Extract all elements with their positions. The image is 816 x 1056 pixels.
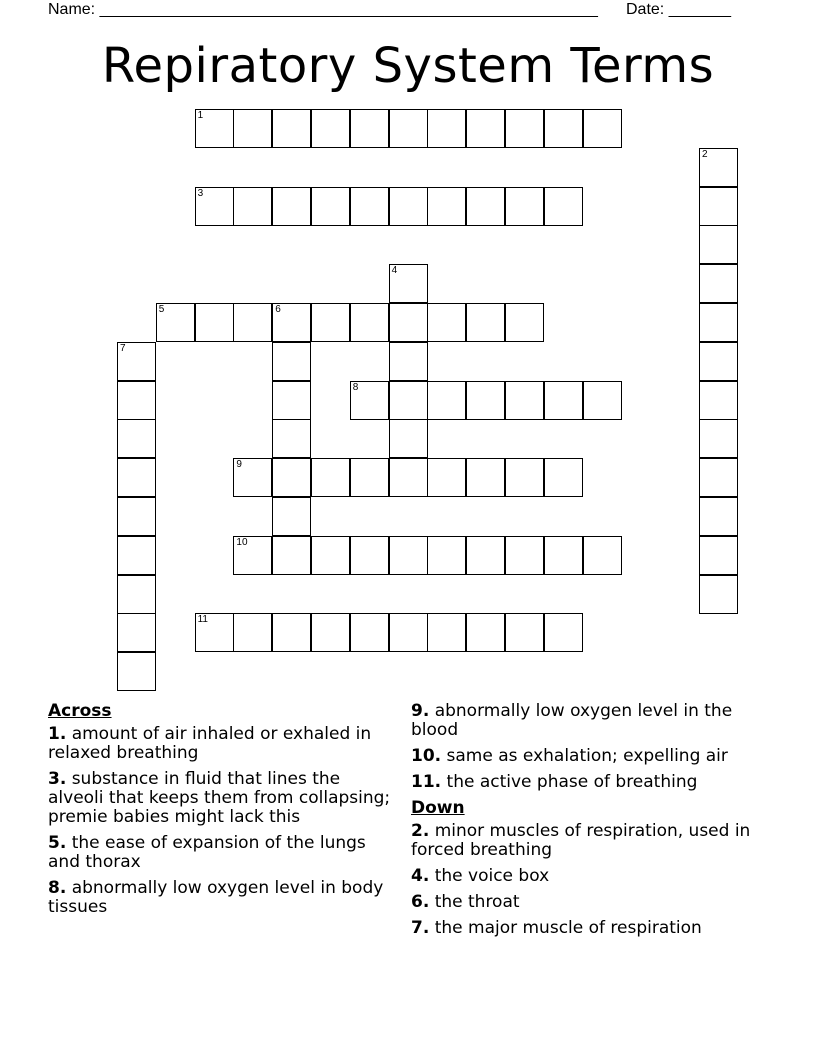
across-heading: Across [48,701,112,721]
crossword-cell[interactable] [350,303,389,342]
crossword-cell[interactable] [505,109,544,148]
crossword-cell[interactable] [233,458,272,497]
clues-column-left [48,702,393,924]
name-field-label: Name: ________________________________________________________ [48,1,598,18]
crossword-cell[interactable] [389,458,428,497]
crossword-cell[interactable] [233,109,272,148]
clue-number: 3. [48,769,67,789]
clue-across-5 [48,834,393,872]
crossword-cell[interactable] [699,264,738,303]
crossword-cell[interactable] [583,109,622,148]
crossword-cell[interactable] [117,536,156,575]
crossword-cell[interactable] [272,458,311,497]
crossword-cell[interactable] [466,187,505,226]
clue-down-2 [411,822,771,860]
clue-across-9 [411,702,771,740]
cell-number: 4 [391,265,398,277]
clue-text: abnormally low oxygen level in body tissues [48,878,384,917]
clue-across-10 [411,747,771,766]
crossword-cell[interactable] [117,342,156,381]
cell-number: 10 [236,536,248,548]
clue-down-6 [411,893,771,912]
crossword-cell[interactable] [544,187,583,226]
clue-number: 11. [411,772,442,792]
cell-number: 2 [702,148,708,160]
crossword-cell[interactable] [117,575,156,614]
crossword-cell[interactable] [583,536,622,575]
crossword-cell[interactable] [466,303,505,342]
crossword-cell[interactable] [427,613,466,652]
crossword-cell[interactable] [544,613,583,652]
clue-number: 5. [48,833,67,853]
crossword-cell[interactable] [544,458,583,497]
crossword-cell[interactable] [699,303,738,342]
crossword-cell[interactable] [699,148,738,187]
crossword-cell[interactable] [389,342,428,381]
crossword-cell[interactable] [272,187,311,226]
crossword-cell[interactable] [389,419,428,458]
crossword-cell[interactable] [272,303,311,342]
crossword-cell[interactable] [233,536,272,575]
crossword-cell[interactable] [389,264,428,303]
cell-number: 11 [197,614,208,626]
crossword-cell[interactable] [466,536,505,575]
crossword-cell[interactable] [389,303,428,342]
crossword-cell[interactable] [466,109,505,148]
clues-column-right [411,702,771,945]
crossword-cell[interactable] [699,536,738,575]
crossword-cell[interactable] [311,613,350,652]
clue-text: the throat [429,892,520,912]
crossword-cell[interactable] [117,381,156,420]
crossword-cell[interactable] [699,419,738,458]
crossword-cell[interactable] [311,187,350,226]
clue-down-4 [411,867,771,886]
crossword-cell[interactable] [699,187,738,226]
clue-number: 10. [411,746,442,766]
clue-text: the major muscle of respiration [429,918,702,938]
clue-text: substance in fluid that lines the alveoli that keeps them from collapsing; premie babies might lack this [48,769,391,827]
cell-number: 3 [197,187,204,199]
crossword-cell[interactable] [311,458,350,497]
crossword-cell[interactable] [117,458,156,497]
clue-text: minor muscles of respiration, used in forced breathing [411,821,751,860]
crossword-cell[interactable] [233,187,272,226]
crossword-cell[interactable] [350,458,389,497]
crossword-cell[interactable] [427,536,466,575]
crossword-cell[interactable] [117,419,156,458]
crossword-cell[interactable] [466,381,505,420]
clue-text: amount of air inhaled or exhaled in relaxed breathing [48,724,372,763]
crossword-cell[interactable] [389,109,428,148]
page-title: Repiratory System Terms [101,38,715,94]
cell-number: 5 [158,304,165,315]
crossword-cell[interactable] [350,187,389,226]
clue-across-3 [48,770,393,827]
crossword-cell[interactable] [544,536,583,575]
crossword-cell[interactable] [699,225,738,264]
clue-number: 6. [411,892,430,912]
clue-number: 8. [48,878,67,898]
crossword-cell[interactable] [272,497,311,536]
crossword-cell[interactable] [505,303,544,342]
crossword-cell[interactable] [117,497,156,536]
clue-across-11 [411,773,771,792]
date-field-label: Date: _______ [626,1,731,18]
clue-down-7 [411,919,771,938]
crossword-cell[interactable] [272,536,311,575]
crossword-cell[interactable] [699,458,738,497]
crossword-cell[interactable] [427,303,466,342]
crossword-cell[interactable] [117,652,156,691]
crossword-cell[interactable] [505,187,544,226]
crossword-cell[interactable] [195,187,234,226]
crossword-cell[interactable] [466,613,505,652]
clue-number: 9. [411,701,430,721]
clue-number: 1. [48,724,67,744]
clue-text: abnormally low oxygen level in the blood [411,701,733,740]
crossword-cell[interactable] [350,536,389,575]
crossword-cell[interactable] [311,109,350,148]
crossword-cell[interactable] [350,381,389,420]
crossword-cell[interactable] [427,187,466,226]
crossword-cell[interactable] [427,458,466,497]
crossword-cell[interactable] [427,109,466,148]
crossword-cell[interactable] [389,613,428,652]
crossword-cell[interactable] [195,613,234,652]
crossword-cell[interactable] [350,109,389,148]
clue-text: the voice box [429,866,550,886]
clue-number: 4. [411,866,430,886]
crossword-cell[interactable] [505,458,544,497]
crossword-cell[interactable] [272,109,311,148]
crossword-cell[interactable] [389,381,428,420]
crossword-cell[interactable] [272,419,311,458]
clue-text: the active phase of breathing [441,772,698,792]
crossword-cell[interactable] [117,613,156,652]
crossword-cell[interactable] [195,303,234,342]
clue-number: 2. [411,821,430,841]
crossword-cell[interactable] [466,458,505,497]
crossword-cell[interactable] [233,613,272,652]
clue-text: the ease of expansion of the lungs and thorax [48,833,366,872]
cell-number: 1 [197,110,204,121]
crossword-cell[interactable] [505,381,544,420]
crossword-cell[interactable] [699,575,738,614]
crossword-cell[interactable] [583,381,622,420]
crossword-cell[interactable] [272,613,311,652]
clue-across-1 [48,725,393,763]
crossword-cell[interactable] [272,381,311,420]
crossword-cell[interactable] [272,342,311,381]
crossword-cell[interactable] [544,109,583,148]
clue-text: same as exhalation; expelling air [441,746,728,766]
crossword-cell[interactable] [505,613,544,652]
crossword-cell[interactable] [195,109,234,148]
crossword-cell[interactable] [505,536,544,575]
crossword-cell[interactable] [350,613,389,652]
crossword-cell[interactable] [699,497,738,536]
cell-number: 6 [275,304,281,315]
cell-number: 8 [352,381,359,393]
crossword-cell[interactable] [311,303,350,342]
clue-number: 7. [411,918,430,938]
crossword-cell[interactable] [156,303,195,342]
crossword-cell[interactable] [389,536,428,575]
clue-across-8 [48,879,393,917]
crossword-cell[interactable] [699,381,738,420]
cell-number: 7 [120,342,126,354]
down-heading: Down [411,798,465,818]
crossword-cell[interactable] [544,381,583,420]
crossword-cell[interactable] [311,536,350,575]
crossword-cell[interactable] [699,342,738,381]
crossword-cell[interactable] [427,381,466,420]
crossword-cell[interactable] [233,303,272,342]
cell-number: 9 [236,459,242,471]
crossword-cell[interactable] [389,187,428,226]
